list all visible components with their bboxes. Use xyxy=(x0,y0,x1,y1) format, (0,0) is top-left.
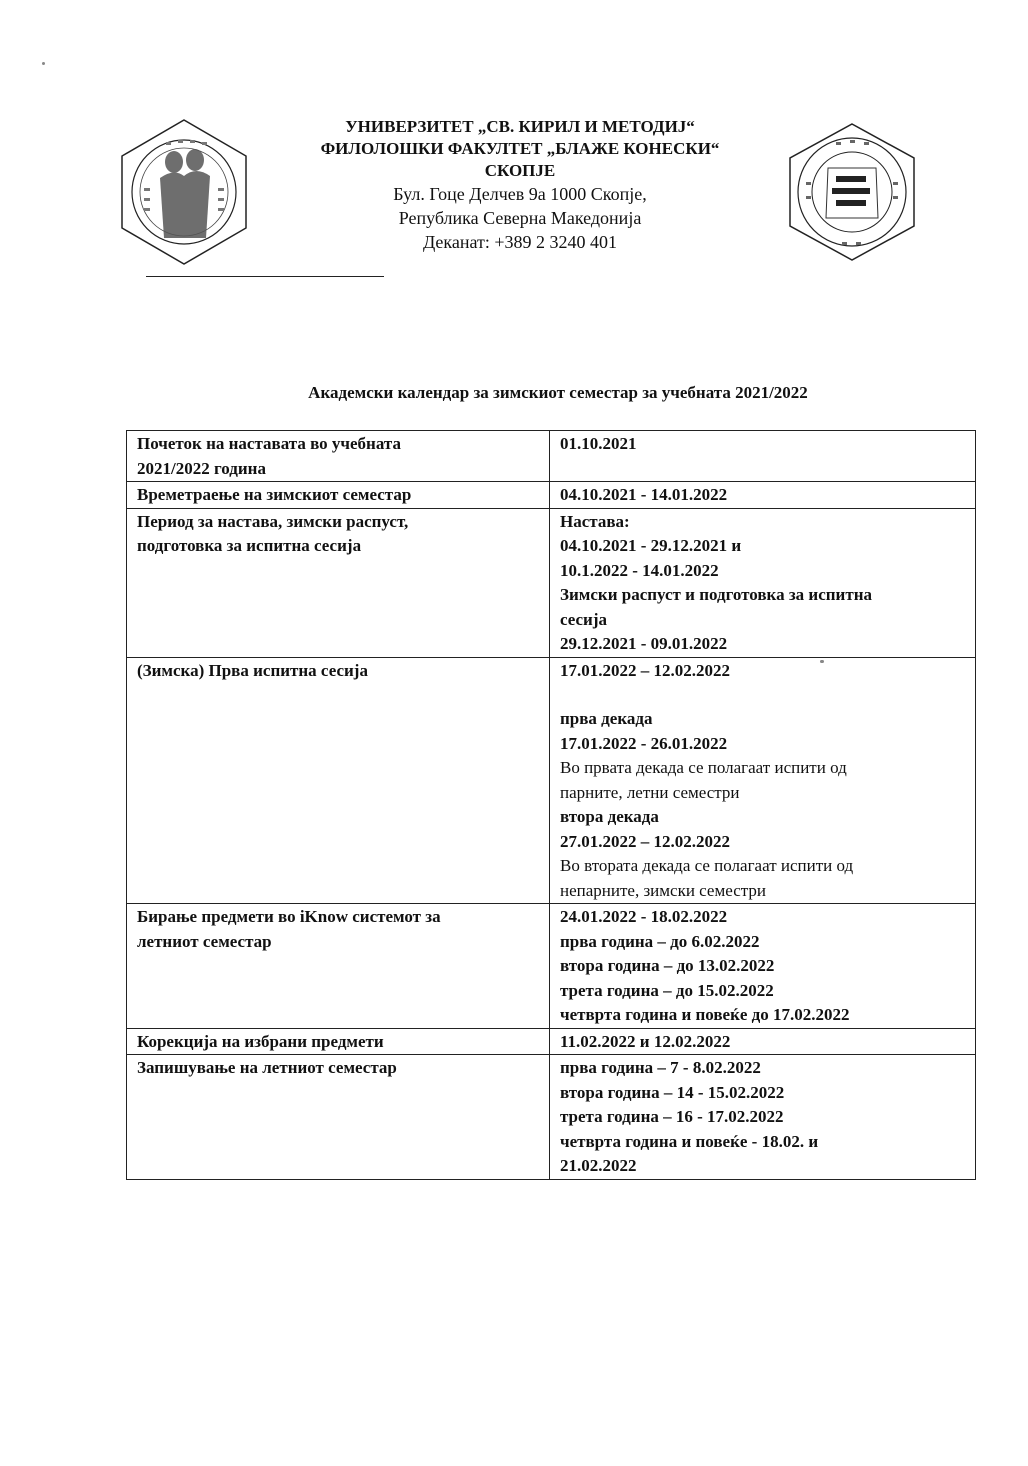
row-label-cell xyxy=(127,657,550,904)
row-value-line: 17.01.2022 – 12.02.2022 xyxy=(560,660,730,680)
row-value-cell xyxy=(550,657,976,904)
calendar-title: Академски календар за зимскиот семестар за учебната 2021/2022 xyxy=(308,383,808,402)
row-value-cell xyxy=(550,508,976,657)
faculty-name: ФИЛОЛОШКИ ФАКУЛТЕТ „БЛАЖЕ КОНЕСКИ“ xyxy=(320,139,720,158)
table-row xyxy=(127,482,976,509)
header-divider xyxy=(146,276,384,277)
row-label-cell xyxy=(127,508,550,657)
row-label-line: Запишување на летниот семестар xyxy=(137,1058,397,1077)
calendar-table xyxy=(126,430,976,1180)
table-row xyxy=(127,1028,976,1055)
row-value-cell xyxy=(550,431,976,482)
row-value-cell xyxy=(550,1028,976,1055)
table-row xyxy=(127,904,976,1029)
letterhead xyxy=(260,116,780,254)
row-value-line: четврта година и повеќе - 18.02. и xyxy=(560,1131,819,1151)
row-value-line: 17.01.2022 - 26.01.2022 xyxy=(560,733,728,753)
row-value-line: сесија xyxy=(560,609,608,629)
row-value-line: Во првата декада се полагаат испити од xyxy=(560,758,847,777)
row-label-line: летниот семестар xyxy=(137,931,272,951)
row-value-line: 01.10.2021 xyxy=(560,434,637,453)
row-label-line: Почеток на наставата во учебната xyxy=(137,434,401,453)
table-row xyxy=(127,1055,976,1180)
row-label-cell xyxy=(127,1055,550,1180)
row-value-line: парните, летни семестри xyxy=(560,782,740,802)
row-value-line: прва година – 7 - 8.02.2022 xyxy=(560,1058,761,1077)
address-line: Бул. Гоце Делчев 9а 1000 Скопје, xyxy=(393,184,647,204)
row-label-cell xyxy=(127,1028,550,1055)
row-value-line: четврта година и повеќе до 17.02.2022 xyxy=(560,1005,850,1024)
row-label-line: (Зимска) Прва испитна сесија xyxy=(137,660,368,680)
phone-line: Деканат: +389 2 3240 401 xyxy=(422,232,618,252)
row-value-line: 04.10.2021 - 29.12.2021 и xyxy=(560,536,742,555)
row-value-line: 29.12.2021 - 09.01.2022 xyxy=(560,634,728,653)
row-value-line: 10.1.2022 - 14.01.2022 xyxy=(560,560,719,580)
row-label-line: 2021/2022 година xyxy=(137,458,266,478)
row-value-line: втора година – 14 - 15.02.2022 xyxy=(560,1082,785,1102)
university-seal-icon xyxy=(120,118,248,266)
row-value-line: 21.02.2022 xyxy=(560,1156,637,1175)
row-value-line: трета година – до 15.02.2022 xyxy=(560,980,774,1000)
row-value-cell xyxy=(550,1055,976,1180)
row-value-line: 11.02.2022 и 12.02.2022 xyxy=(560,1031,731,1051)
calendar-table-body xyxy=(127,431,976,1180)
scan-speck xyxy=(820,660,824,663)
row-value-line: трета година – 16 - 17.02.2022 xyxy=(560,1107,784,1126)
row-label-line: Корекција на избрани предмети xyxy=(137,1031,384,1051)
row-value-line: непарните, зимски семестри xyxy=(560,880,766,900)
city-name: СКОПЈЕ xyxy=(484,161,556,180)
country-line: Република Северна Македонија xyxy=(398,208,642,228)
row-value-line: втора декада xyxy=(560,807,659,826)
row-label-cell xyxy=(127,904,550,1029)
row-label-line: Период за настава, зимски распуст, xyxy=(137,511,409,531)
blank-line xyxy=(560,683,965,707)
scan-speck xyxy=(42,62,45,65)
row-label-line: Времетраење на зимскиот семестар xyxy=(137,485,412,504)
row-value-line: Зимски распуст и подготовка за испитна xyxy=(560,585,873,604)
row-label-cell xyxy=(127,431,550,482)
row-value-line: 04.10.2021 - 14.01.2022 xyxy=(560,485,728,504)
row-value-line: Во втората декада се полагаат испити од xyxy=(560,856,854,875)
row-value-cell xyxy=(550,482,976,509)
row-label-line: подготовка за испитна сесија xyxy=(137,536,362,555)
row-value-line: прва година – до 6.02.2022 xyxy=(560,931,760,951)
table-row xyxy=(127,657,976,904)
row-label-cell xyxy=(127,482,550,509)
row-value-line: Настава: xyxy=(560,511,630,531)
row-value-line: 27.01.2022 – 12.02.2022 xyxy=(560,831,730,851)
table-row xyxy=(127,431,976,482)
row-value-line: втора година – до 13.02.2022 xyxy=(560,956,775,975)
row-value-cell xyxy=(550,904,976,1029)
faculty-seal-icon xyxy=(786,122,918,262)
university-name: УНИВЕРЗИТЕТ „СВ. КИРИЛ И МЕТОДИЈ“ xyxy=(345,117,695,136)
table-row xyxy=(127,508,976,657)
row-label-line: Бирање предмети во iKnow системот за xyxy=(137,907,441,926)
row-value-line: 24.01.2022 - 18.02.2022 xyxy=(560,907,728,926)
row-value-line: прва декада xyxy=(560,709,653,728)
